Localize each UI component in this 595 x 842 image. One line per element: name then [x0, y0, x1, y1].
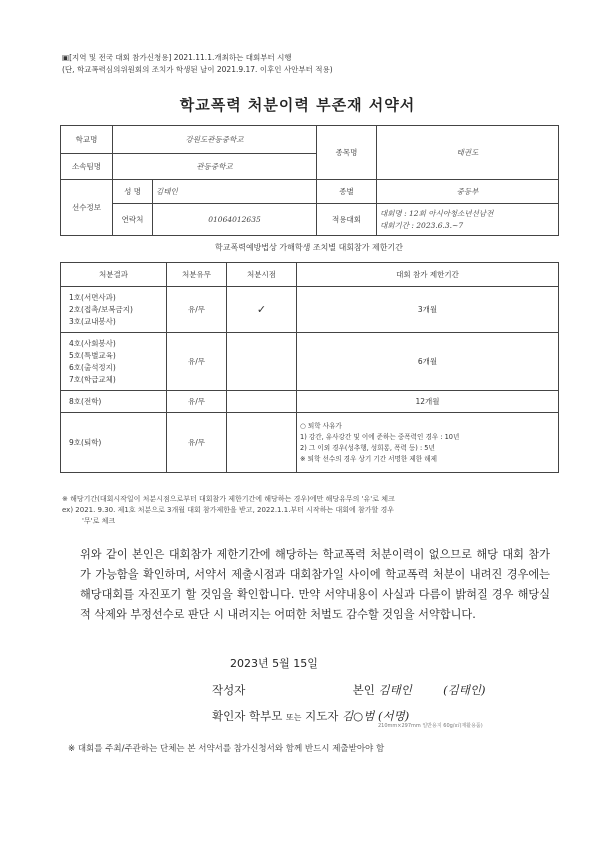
- row-2-status: [167, 333, 227, 391]
- class-value: 중등부: [377, 180, 559, 204]
- row-2-period: 6개월: [297, 333, 559, 391]
- restriction-subtitle: 학교폭력예방법상 가해학생 조치별 대회참가 제한기간: [215, 243, 403, 252]
- class-label: 종별: [317, 180, 377, 204]
- writer-row: [212, 682, 552, 698]
- row-4-items: [61, 413, 167, 473]
- period-line: ※ 퇴학 선수의 경우 상기 기간 서명한 제한 해제: [300, 454, 437, 463]
- contact-label: 연락처: [113, 204, 153, 236]
- row-2-time: [227, 333, 297, 391]
- period-line: 2) 그 이외 경우(성추행, 성희롱, 폭력 등) : 5년: [300, 443, 435, 452]
- competition-period: 대회기간 : 2023.6.3.~7: [380, 220, 464, 230]
- competition-value: [377, 204, 559, 236]
- item: 9호(퇴학): [69, 437, 102, 447]
- row-3-time: [227, 391, 297, 413]
- restriction-table: [60, 262, 559, 473]
- bottom-note: ※ 대회를 주최/주관하는 단체는 본 서약서를 참가신청서와 함께 반드시 제출받아야 함: [68, 744, 385, 754]
- self-label: 본인: [352, 683, 375, 697]
- item: 2호(접촉/보복금지): [69, 304, 133, 314]
- notice: [62, 52, 333, 76]
- confirm-signature: (서명): [378, 709, 410, 723]
- row-3-status: [167, 391, 227, 413]
- pledge-date: 2023년 5월 15일: [230, 657, 318, 670]
- competition-label: 적용대회: [317, 204, 377, 236]
- confirm-name: 김○범: [342, 709, 375, 723]
- name-value: 김태인: [153, 180, 317, 204]
- row-2-items: [61, 333, 167, 391]
- header-status: 처분유무: [167, 263, 227, 287]
- footnote: [62, 494, 552, 527]
- team-label: 소속팀명: [61, 154, 113, 180]
- footnote-line: ex) 2021. 9.30. 제1호 처분으로 3개월 대회 참가제한을 받고, 2022.1.1.부터 시작하는 대회에 참가할 경우: [62, 506, 394, 514]
- status-text: 유/무: [187, 397, 206, 406]
- row-1-time: [227, 287, 297, 333]
- writer-label: 작성자: [212, 683, 246, 697]
- item: 5호(특별교육): [69, 350, 116, 360]
- confirm-role2: 지도자: [305, 709, 339, 723]
- row-4-time: [227, 413, 297, 473]
- info-table: [60, 125, 559, 236]
- footnote-line: '무'로 체크: [82, 517, 116, 525]
- confirm-role: 학부모: [248, 709, 283, 723]
- paper-spec-note: 210mm×297mm 일반용지 60g/㎡(재활용품): [378, 723, 483, 729]
- notice-line-2: (단, 학교폭력심의위원회의 조치가 학생된 날이 2021.9.17. 이후인 사안부터 적용): [62, 65, 333, 74]
- item: 3호(교내봉사): [69, 316, 116, 326]
- header-period: 대회 참가 제한기간: [297, 263, 559, 287]
- status-text: 유/무: [187, 438, 206, 447]
- header-result: 처분결과: [61, 263, 167, 287]
- self-name: 김태인: [378, 683, 412, 697]
- document-title: 학교폭력 처분이력 부존재 서약서: [179, 96, 416, 114]
- confirm-or: 또는: [285, 713, 302, 722]
- row-4-period: [297, 413, 559, 473]
- header-time: 처분시점: [227, 263, 297, 287]
- status-text: 유/무: [187, 357, 206, 366]
- row-1-status: [167, 287, 227, 333]
- event-label: 종목명: [317, 126, 377, 180]
- item: 8호(전학): [69, 396, 102, 406]
- pledge-text: 위와 같이 본인은 대회참가 제한기간에 해당하는 학교폭력 처분이력이 없으므로 해당 대회 참가가 가능함을 확인하며, 서약서 제출시점과 대회참가일 사이에 학교폭력 처분이 내려진 경우에는 해당대회를 자진포기 할 것임을 확인합니다. 만약 서약내용이 사실과 다름이 밝혀질 경우 해당실적 삭제와 부정선수로 판단 시 내려지는 어떠한 처벌도 감수할 것임을 서약합니다.: [80, 548, 550, 621]
- item: 4호(사회봉사): [69, 338, 116, 348]
- item: 6호(출석정지): [69, 362, 116, 372]
- period-line: ○ 퇴학 사유가: [300, 421, 342, 430]
- confirm-label: 확인자: [212, 709, 246, 723]
- footnote-line: ※ 해당기간(대회시작일이 처분시점으로부터 대회참가 제한기간에 해당하는 경우)에만 해당유무의 '유'로 체크: [62, 495, 395, 503]
- status-text: 유/무: [187, 305, 206, 314]
- row-3-period: 12개월: [297, 391, 559, 413]
- school-label: 학교명: [61, 126, 113, 154]
- school-value: 강원도관동중학교: [113, 126, 317, 154]
- period-line: 1) 강간, 유사강간 및 이에 준하는 중폭력인 경우 : 10년: [300, 432, 460, 441]
- row-3-items: [61, 391, 167, 413]
- competition-name: 대회명 : 12회 아시아청소년선남전: [380, 208, 494, 218]
- row-4-status: [167, 413, 227, 473]
- name-label: 성 명: [113, 180, 153, 204]
- item: 1호(서면사과): [69, 292, 116, 302]
- check-mark-icon: ✓: [256, 303, 267, 316]
- athlete-label: 선수정보: [61, 180, 113, 236]
- notice-line-1: ▣[지역 및 전국 대회 참가신청용] 2021.11.1.개최하는 대회부터 시행: [62, 53, 292, 62]
- writer-signature: (김태인): [443, 683, 486, 697]
- event-value: 태권도: [377, 126, 559, 180]
- item: 7호(학급교체): [69, 374, 116, 384]
- team-value: 관동중학교: [113, 154, 317, 180]
- row-1-period: 3개월: [297, 287, 559, 333]
- row-1-items: [61, 287, 167, 333]
- contact-value: 01064012635: [153, 204, 317, 236]
